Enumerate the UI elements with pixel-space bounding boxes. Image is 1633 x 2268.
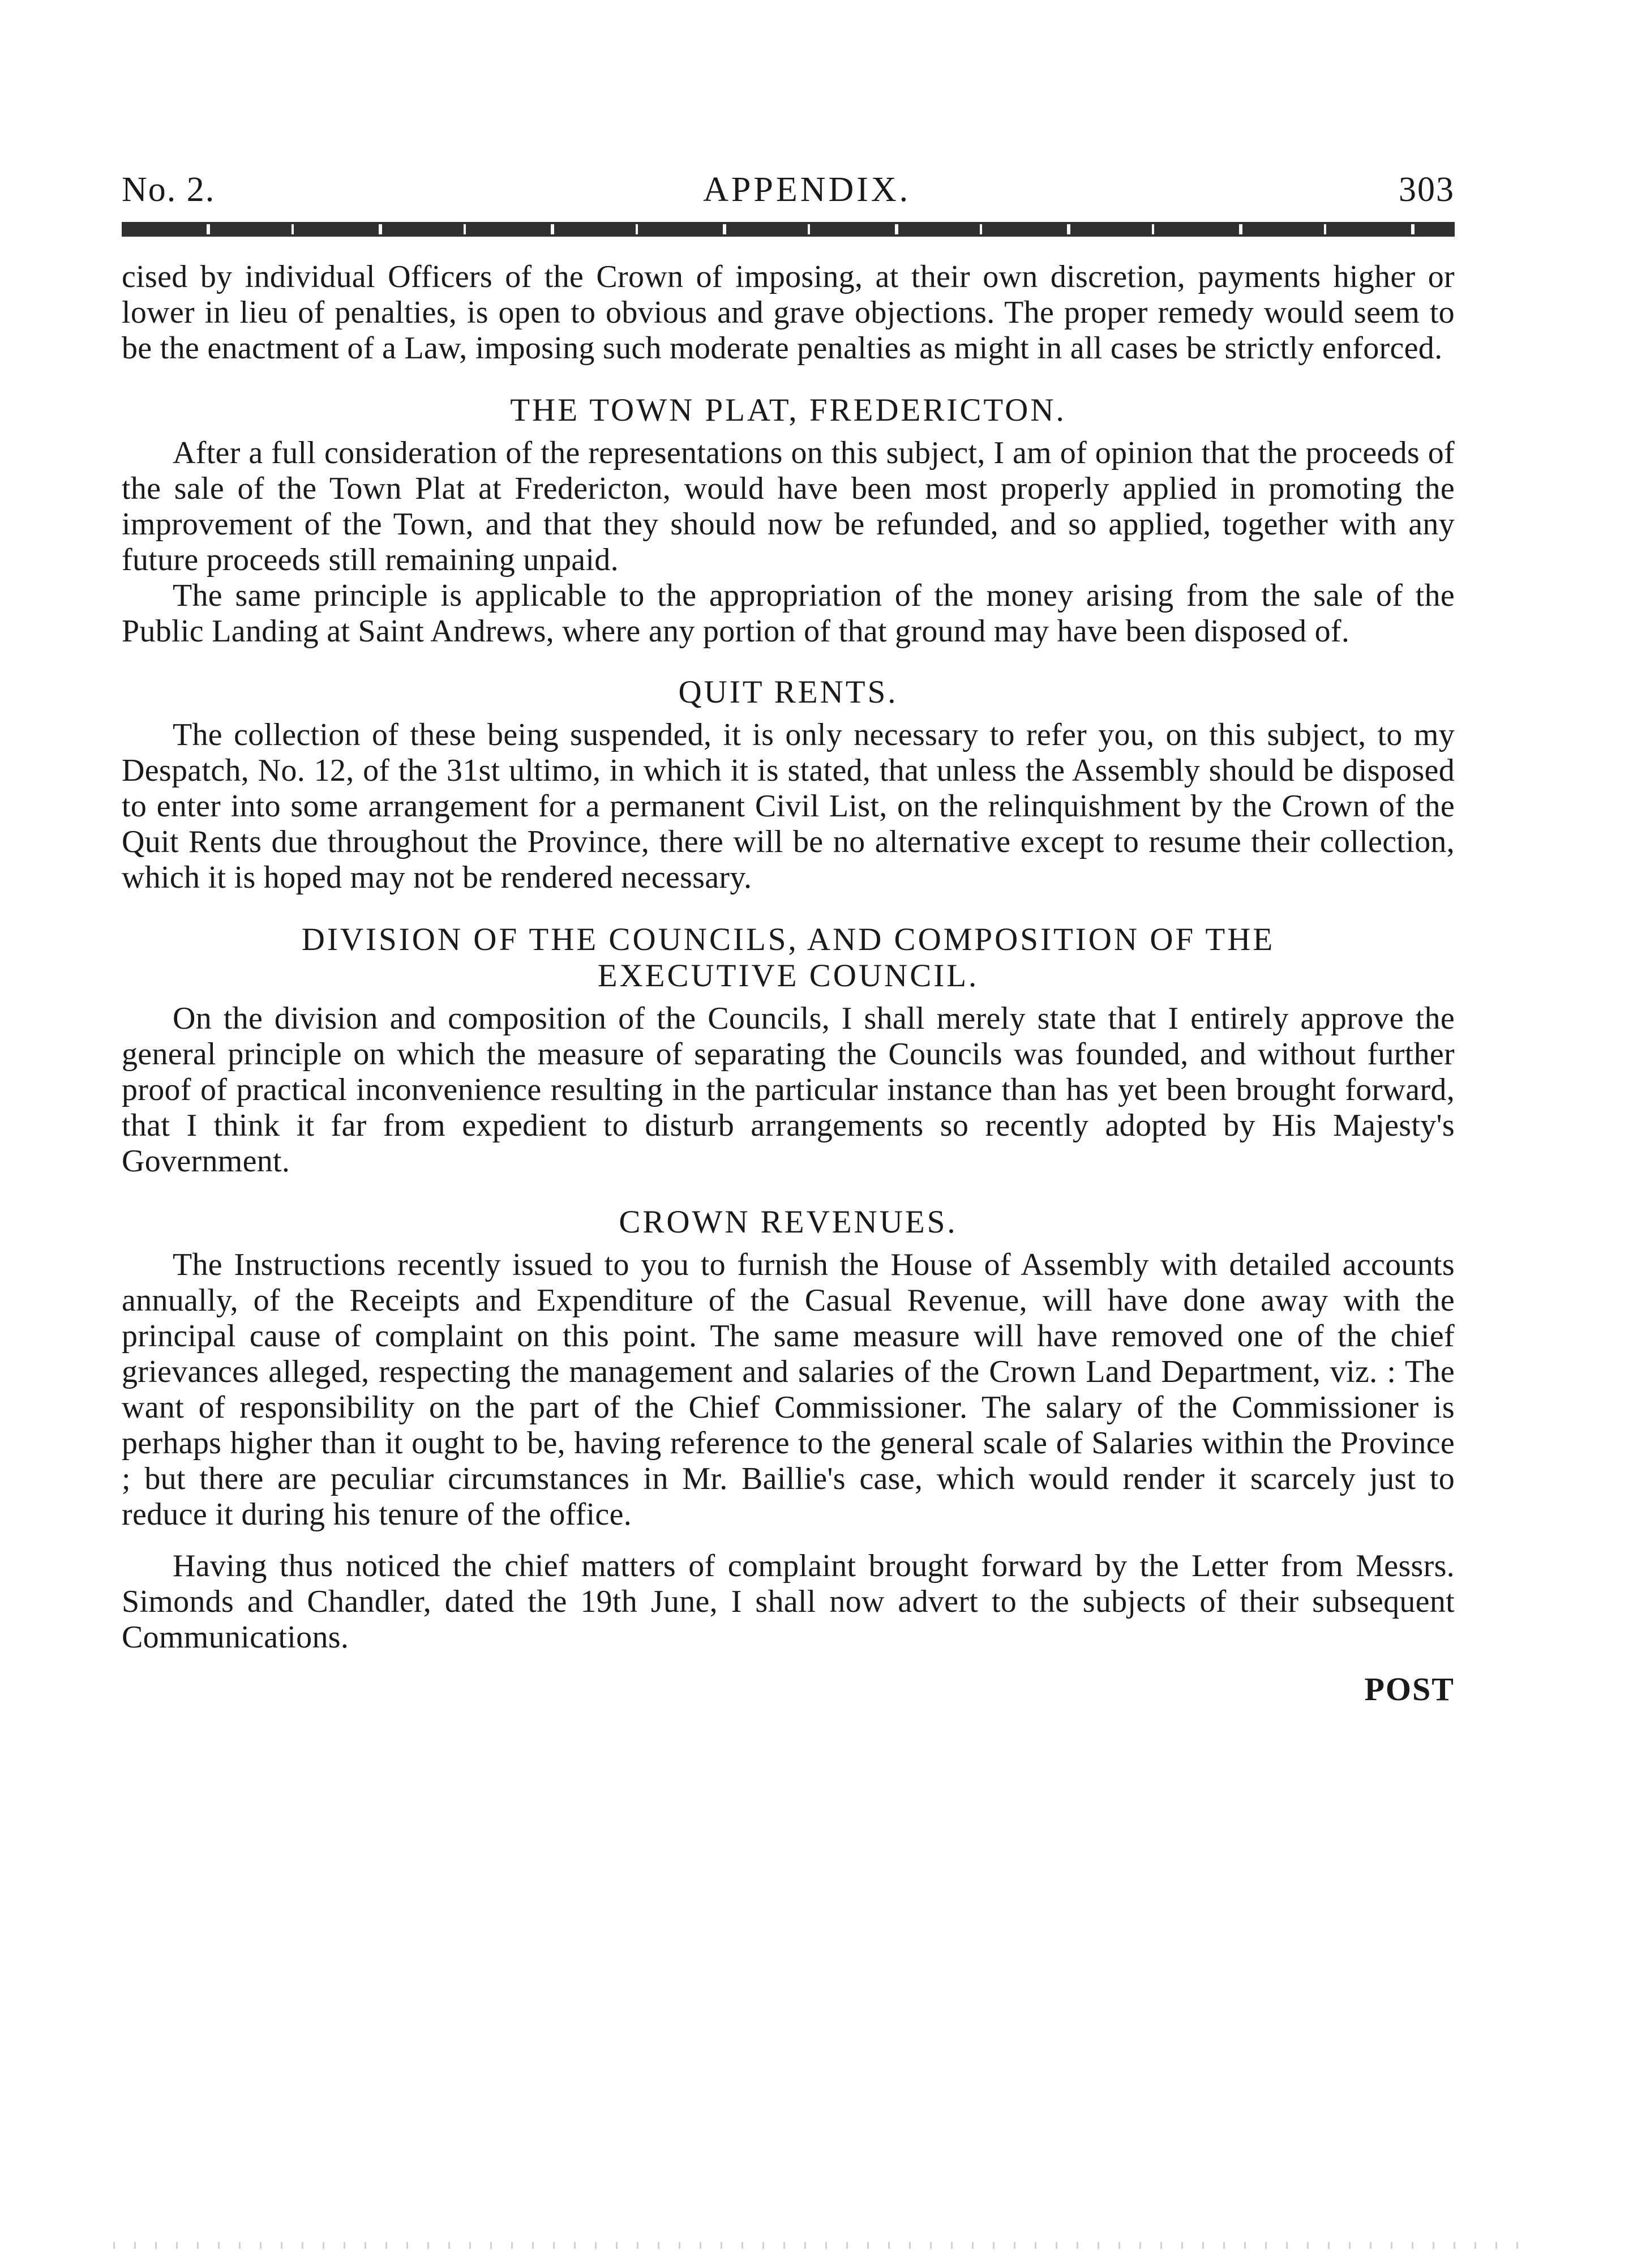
page-number: 303 — [1399, 170, 1455, 209]
running-title: APPENDIX. — [703, 170, 911, 209]
paragraph-closing: Having thus noticed the chief matters of complaint brought forward by the Letter from Messrs. Simonds and Chandler, dated the 19th June, I shall now advert to the subjects of their subsequent Communications. — [122, 1548, 1455, 1655]
section-heading-quit-rents: QUIT RENTS. — [678, 674, 898, 710]
page-body — [122, 259, 1455, 1708]
continued-paragraph: cised by individual Officers of the Crown of imposing, at their own discretion, payments higher or lower in lieu of penalties, is open to obvious and grave objections. The proper remedy would seem to be the enactment of a Law, imposing such moderate penalties as might in all cases be strictly enforced. — [122, 259, 1455, 366]
paragraph-division: On the division and composition of the Councils, I shall merely state that I entirely approve the general principle on which the measure of separating the Councils was founded, and without further proof of practical inconvenience resulting in the particular instance than has yet been brought forward, that I think it far from expedient to disturb arrangements so recently adopted by His Majesty's Government. — [122, 1001, 1455, 1179]
section-heading-crown-revenues: CROWN REVENUES. — [619, 1204, 958, 1240]
section-heading-division — [122, 922, 1455, 994]
running-head — [122, 170, 1455, 215]
document-number: No. 2. — [122, 170, 216, 209]
header-rule — [122, 222, 1455, 237]
paragraph-town-plat-2: The same principle is applicable to the appropriation of the money arising from the sale of the Public Landing at Saint Andrews, where any portion of that ground may have been disposed of. — [122, 578, 1455, 649]
paragraph-quit-rents: The collection of these being suspended, it is only necessary to refer you, on this subject, to my Despatch, No. 12, of the 31st ultimo, in which it is stated, that unless the Assembly should be disposed to enter into some arrangement for a permanent Civil List, on the relinquishment by the Crown of the Quit Rents due throughout the Province, there will be no alternative except to resume their collection, which it is hoped may not be rendered necessary. — [122, 717, 1455, 895]
section-heading-division-line2: EXECUTIVE COUNCIL. — [597, 958, 979, 994]
paragraph-town-plat-1: After a full consideration of the representations on this subject, I am of opinion that the proceeds of the sale of the Town Plat at Fredericton, would have been most properly applied in promoting the improvement of the Town, and that they should now be refunded, and so applied, together with any future proceeds still remaining unpaid. — [122, 435, 1455, 577]
paragraph-crown-revenues: The Instructions recently issued to you to furnish the House of Assembly with detailed accounts annually, of the Receipts and Expenditure of the Casual Revenue, will have done away with the principal cause of complaint on this point. The same measure will have removed one of the chief grievances alleged, respecting the management and salaries of the Crown Land Department, viz. : The want of responsibility on the part of the Chief Commissioner. The salary of the Commissioner is perhaps higher than it ought to be, having reference to the general scale of Salaries within the Province ; but there are peculiar circumstances in Mr. Baillie's case, which would render it scarcely just to reduce it during his tenure of the office. — [122, 1247, 1455, 1532]
catchword: POST — [1364, 1671, 1455, 1708]
bottom-edge-specks — [113, 2242, 1528, 2249]
section-heading-town-plat: THE TOWN PLAT, FREDERICTON. — [510, 392, 1066, 428]
book-page — [122, 170, 1455, 1708]
section-heading-division-line1: DIVISION OF THE COUNCILS, AND COMPOSITION OF THE — [301, 922, 1275, 957]
